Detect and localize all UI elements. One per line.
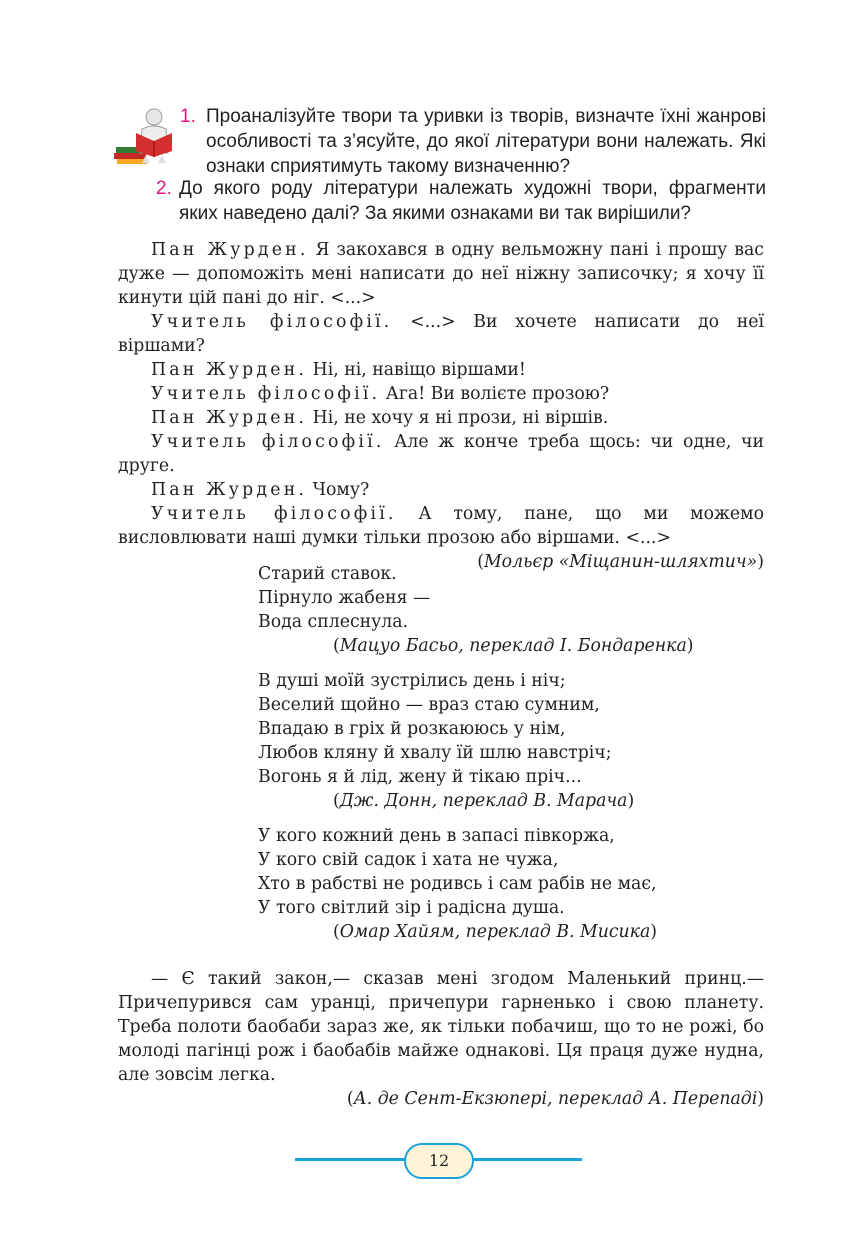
poem-basho xyxy=(258,562,694,658)
line-text: Ні, не хочу я ні прози, ні віршів. xyxy=(307,408,609,428)
speaker: Пан Журден. xyxy=(151,480,308,500)
poem-khayyam xyxy=(258,824,657,944)
question-text: Проаналізуйте твори та уривки із творів, визначте їхні жанрові особливості та з’ясуйте, до якої літератури вони належать. Які ознаки сприятимуть такому визначенню? xyxy=(206,106,766,177)
dialogue-line xyxy=(118,382,764,406)
poem-line: Старий ставок. xyxy=(258,564,397,584)
question-number: 1. xyxy=(180,106,196,127)
source-text: Мацуо Басьо, переклад І. Бондаренка xyxy=(339,636,687,656)
poem-line: У того світлий зір і радісна душа. xyxy=(258,898,565,918)
line-text: А тому, пане, що ми можемо висловлювати наші думки тільки прозою або віршами. <...> xyxy=(118,504,765,548)
poem-line: В душі моїй зустрілись день і ніч; xyxy=(258,671,566,691)
source-text: Омар Хайям, переклад В. Мисика xyxy=(339,922,651,942)
dialogue-line xyxy=(118,502,764,550)
poem-line: У кого свій садок і хата не чужа, xyxy=(258,850,559,870)
source-text: А. де Сент-Екзюпері, переклад А. Перепаді xyxy=(353,1089,758,1109)
speaker: Учитель філософії. xyxy=(151,504,397,524)
speaker: Пан Журден. xyxy=(151,240,309,260)
dialogue-line xyxy=(118,406,764,430)
poem-line: Пірнуло жабеня — xyxy=(258,588,431,608)
line-text: Я закохався в одну вельможну пані і прошу вас дуже — допоможіть мені написати до неї ніжну записочку; я хочу її кинути цій пані до ніг. <...> xyxy=(118,240,764,308)
speaker: Пан Журден. xyxy=(151,408,308,428)
question-number: 2. xyxy=(156,178,172,199)
speaker: Учитель філософії. xyxy=(151,432,385,452)
poem-line: Хто в рабстві не родивсь і сам рабів не має, xyxy=(258,874,657,894)
poem-line: У кого кожний день в запасі півкоржа, xyxy=(258,826,615,846)
question-text: До якого роду літератури належать художні твори, фрагменти яких наведено далі? За якими ознаками ви так вирішили? xyxy=(179,178,766,224)
source-citation: (Мацуо Басьо, переклад І. Бондаренка) xyxy=(333,636,694,656)
speaker: Пан Журден. xyxy=(151,360,308,380)
dialogue-line xyxy=(118,238,764,310)
line-text: Чому? xyxy=(307,480,370,500)
poem-line: Вода сплеснула. xyxy=(258,612,409,632)
prose-excerpt-little-prince xyxy=(118,967,764,1111)
question-2 xyxy=(126,176,766,226)
prose-paragraph: — Є такий закон,— сказав мені згодом Маленький принц.— Причепурився сам уранці, причепури гарненько і свою планету. Треба полоти баобаби зараз же, як тільки побачиш, що то не рожі, бо молоді пагінці рож і баобабів майже однакові. Ця праця дуже нудна, але зовсім легка. xyxy=(118,969,764,1085)
speaker: Учитель філософії. xyxy=(151,312,393,332)
dialogue-line xyxy=(118,310,764,358)
source-citation: (Омар Хайям, переклад В. Мисика) xyxy=(333,922,658,942)
poem-line: Вогонь я й лід, жену й тікаю пріч... xyxy=(258,767,582,787)
source-text: Мольєр «Міщанин-шляхтич» xyxy=(483,552,758,572)
speaker: Учитель філософії. xyxy=(151,384,381,404)
line-text: Але ж конче треба щось: чи одне, чи друге. xyxy=(118,432,764,476)
poem-line: Любов кляну й хвалу їй шлю навстріч; xyxy=(258,743,612,763)
line-text: <...> Ви хочете написати до неї віршами? xyxy=(118,312,764,356)
line-text: Ні, ні, навіщо віршами! xyxy=(307,360,526,380)
source-citation: (А. де Сент-Екзюпері, переклад А. Перепаді) xyxy=(346,1089,764,1109)
question-1 xyxy=(126,104,766,179)
poem-line: Веселий щойно — враз стаю сумним, xyxy=(258,695,600,715)
line-text: Ага! Ви волієте прозою? xyxy=(380,384,610,404)
page-number: 12 xyxy=(404,1143,474,1179)
source-citation: (Дж. Донн, переклад В. Марача) xyxy=(333,791,635,811)
page-number-badge xyxy=(295,1143,582,1181)
source-text: Дж. Донн, переклад В. Марача xyxy=(339,791,628,811)
dialogue-excerpt xyxy=(118,238,764,574)
dialogue-line xyxy=(118,478,764,502)
poem-donne xyxy=(258,669,634,813)
poem-line: Впадаю в гріх й розкаююсь у нім, xyxy=(258,719,566,739)
dialogue-line xyxy=(118,358,764,382)
dialogue-line xyxy=(118,430,764,478)
source-citation: (Мольєр «Міщанин-шляхтич») xyxy=(477,552,764,572)
